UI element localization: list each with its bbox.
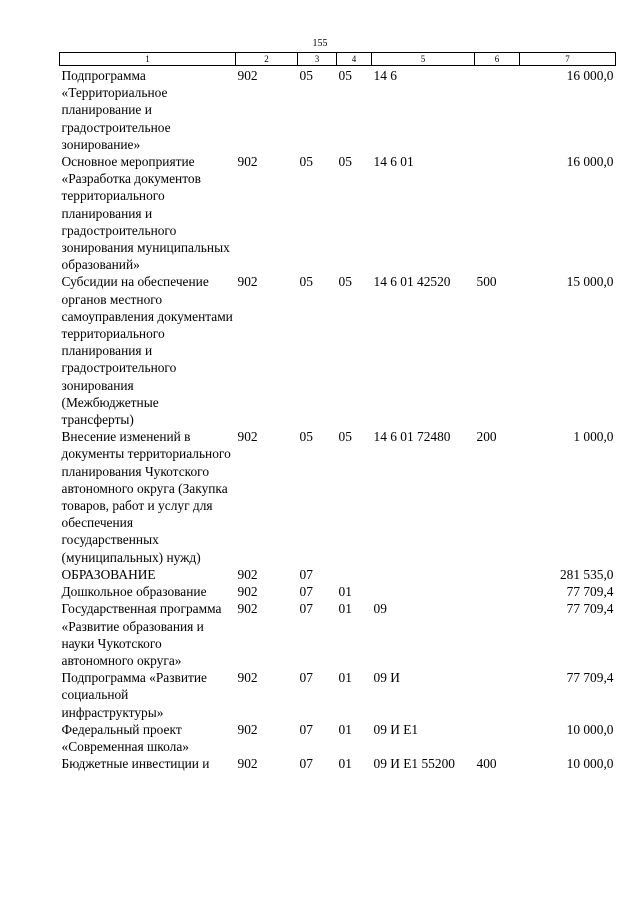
header-col-6: 6 [475, 53, 520, 66]
row-section: 07 [299, 601, 313, 617]
table-row [60, 755, 616, 772]
row-subsection: 01 [338, 584, 352, 600]
header-col-7: 7 [520, 53, 616, 66]
row-grbs: 902 [237, 274, 258, 290]
table-row [60, 273, 616, 428]
row-target-article: 14 6 01 [373, 154, 414, 170]
row-expense-type: 200 [476, 429, 497, 445]
row-name: Внесение изменений в документы территориального планирования Чукотского автономного округа (Закупка товаров, работ и услуг для обеспечения государственных (муниципальных) нужд) [61, 429, 231, 565]
row-subsection: 05 [338, 68, 352, 83]
table-row [60, 721, 616, 755]
row-target-article: 14 6 01 72480 [373, 429, 451, 445]
row-grbs: 902 [237, 721, 258, 737]
table-row [60, 583, 616, 600]
row-name: ОБРАЗОВАНИЕ [61, 566, 156, 582]
row-subsection: 01 [338, 670, 352, 686]
table-row [60, 566, 616, 583]
header-col-1: 1 [60, 53, 236, 66]
header-col-2: 2 [236, 53, 298, 66]
page-number: 155 [312, 38, 328, 49]
row-name: Основное мероприятие «Разработка документов территориального планирования и градостроительного зонирования муниципальных образований» [61, 154, 230, 273]
row-grbs: 902 [237, 670, 258, 686]
budget-table [59, 52, 616, 772]
row-section: 07 [299, 670, 313, 686]
row-grbs: 902 [237, 566, 258, 582]
row-target-article [372, 583, 475, 600]
row-subsection: 01 [338, 756, 352, 772]
row-target-article: 09 И Е1 55200 [373, 756, 455, 772]
row-name: Подпрограмма «Развитие социальной инфраструктуры» [61, 670, 207, 720]
row-expense-type [475, 66, 520, 154]
row-name: Бюджетные инвестиции и [61, 756, 210, 772]
row-subsection: 01 [338, 721, 352, 737]
row-subsection: 01 [338, 601, 352, 617]
row-subsection: 05 [338, 429, 352, 445]
row-name: Субсидии на обеспечение органов местного самоуправления документами территориального планирования и градостроительного зонирования (Межбюджетные трансферты) [61, 274, 233, 428]
header-col-5: 5 [372, 53, 475, 66]
row-section: 05 [299, 68, 313, 83]
row-grbs: 902 [237, 154, 258, 170]
row-expense-type [475, 669, 520, 721]
row-target-article: 09 И Е1 [373, 721, 419, 737]
row-grbs: 902 [237, 429, 258, 445]
table-header-row [60, 53, 616, 66]
header-col-3: 3 [298, 53, 337, 66]
row-amount: 281 535,0 [559, 566, 614, 582]
row-section: 05 [299, 429, 313, 445]
row-amount: 15 000,0 [566, 274, 614, 290]
table-row [60, 153, 616, 273]
row-expense-type [475, 600, 520, 669]
row-target-article [372, 566, 475, 583]
table-row [60, 428, 616, 566]
row-name: Федеральный проект «Современная школа» [61, 721, 189, 754]
row-grbs: 902 [237, 601, 258, 617]
row-amount: 16 000,0 [566, 68, 614, 83]
header-col-4: 4 [337, 53, 372, 66]
row-expense-type [475, 583, 520, 600]
row-grbs: 902 [237, 68, 258, 83]
row-subsection [337, 566, 372, 583]
row-section: 07 [299, 721, 313, 737]
row-target-article: 09 И [373, 670, 400, 686]
row-amount: 10 000,0 [566, 756, 614, 772]
row-section: 07 [299, 756, 313, 772]
row-target-article: 09 [373, 601, 387, 617]
row-amount: 77 709,4 [566, 601, 614, 617]
row-expense-type: 400 [476, 756, 497, 772]
row-target-article: 14 6 [373, 68, 397, 83]
row-name: Дошкольное образование [61, 584, 207, 600]
table-row [60, 669, 616, 721]
table-row [60, 600, 616, 669]
row-grbs: 902 [237, 756, 258, 772]
row-section: 05 [299, 274, 313, 290]
row-amount: 16 000,0 [566, 154, 614, 170]
row-grbs: 902 [237, 584, 258, 600]
row-section: 07 [299, 584, 313, 600]
row-subsection: 05 [338, 274, 352, 290]
row-section: 07 [299, 566, 313, 582]
row-expense-type [475, 566, 520, 583]
row-expense-type [475, 153, 520, 273]
row-amount: 10 000,0 [566, 721, 614, 737]
table-row [60, 66, 616, 154]
row-section: 05 [299, 154, 313, 170]
row-amount: 1 000,0 [573, 429, 614, 445]
row-name: Подпрограмма «Территориальное планирование и градостроительное зонирование» [61, 68, 171, 152]
row-amount: 77 709,4 [566, 670, 614, 686]
row-target-article: 14 6 01 42520 [373, 274, 451, 290]
row-name: Государственная программа «Развитие образования и науки Чукотского автономного округа» [61, 601, 222, 668]
row-expense-type [475, 721, 520, 755]
row-amount: 77 709,4 [566, 584, 614, 600]
row-expense-type: 500 [476, 274, 497, 290]
row-subsection: 05 [338, 154, 352, 170]
